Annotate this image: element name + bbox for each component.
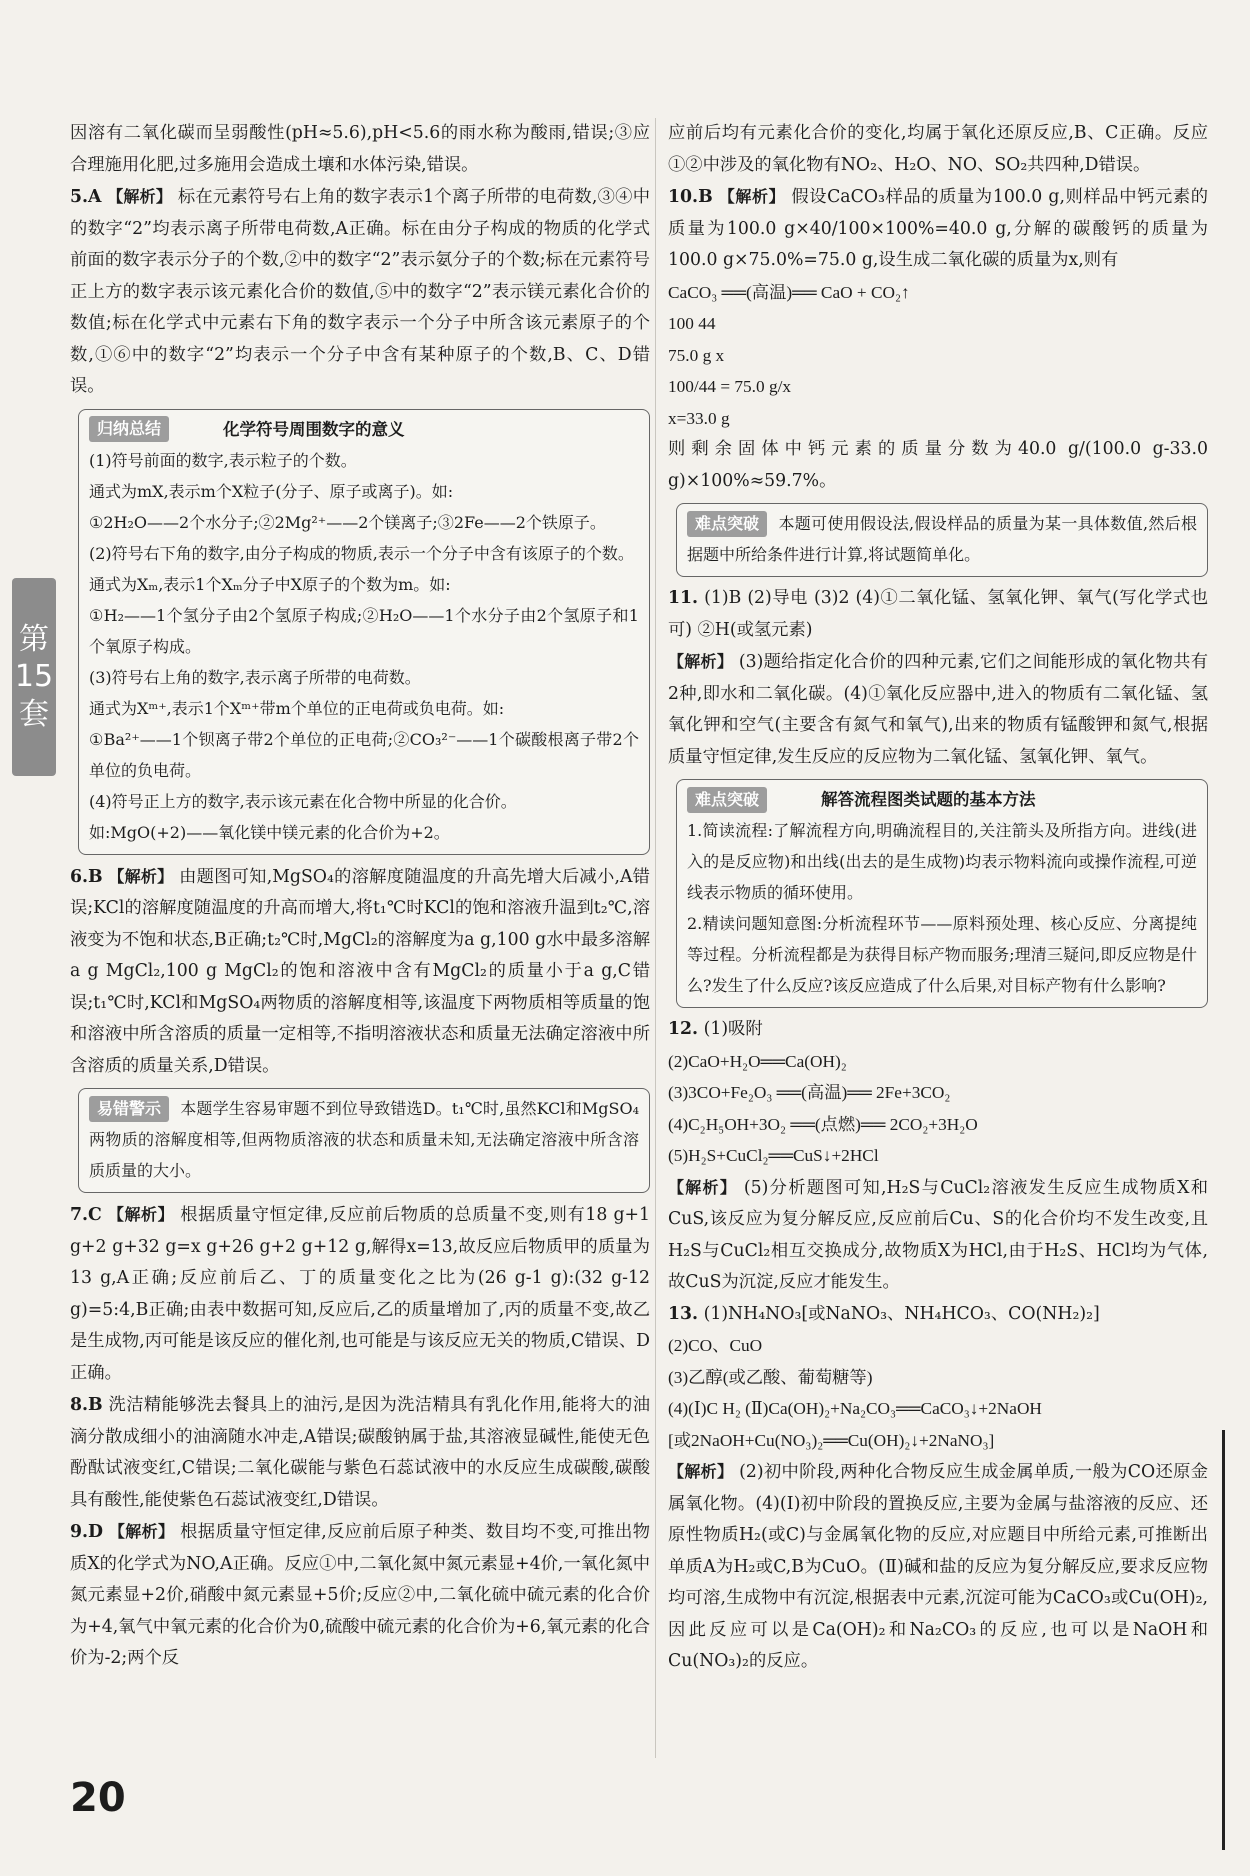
answer-9 xyxy=(70,1516,650,1675)
box-line: 通式为Xᵐ⁺,表示1个Xᵐ⁺带m个单位的正电荷或负电荷。如: xyxy=(89,698,505,718)
question-number: 7.C xyxy=(70,1205,102,1225)
question-number: 12. xyxy=(668,1019,699,1039)
question-number: 9.D xyxy=(70,1522,104,1542)
equation-line: (3)3CO+Fe₂O₃ ══(高温)══ 2Fe+3CO₂ xyxy=(668,1083,951,1102)
equation-line: 100/44 = 75.0 g/x xyxy=(668,377,792,396)
right-intro-paragraph: 应前后均有元素化合价的变化,均属于氧化还原反应,B、C正确。反应①②中涉及的氧化物有NO₂、H₂O、NO、SO₂共四种,D错误。 xyxy=(668,123,1208,175)
box-line: (3)符号右上角的数字,表示离子所带的电荷数。 xyxy=(89,667,421,687)
answer-text: 假设CaCO₃样品的质量为100.0 g,则样品中钙元素的质量为100.0 g×40/100×100%=40.0 g,分解的碳酸钙的质量为100.0 g×75.0%=75.0 g,设生成二氧化碳的质量为x,则有 xyxy=(668,187,1209,270)
answer-5 xyxy=(70,181,650,403)
question-number: 11. xyxy=(668,588,699,608)
analysis-tag: 【解析】 xyxy=(107,187,173,206)
answer-text: 洗洁精能够洗去餐具上的油污,是因为洗洁精具有乳化作用,能将大的油滴分散成细小的油滴随水冲走,A错误;碳酸钠属于盐,其溶液显碱性,能使无色酚酞试液变红,C错误;二氧化碳能与紫色石蕊试液中的水反应生成碳酸,碳酸具有酸性,能使紫色石蕊试液变红,D错误。 xyxy=(70,1395,650,1510)
question-number: 8.B xyxy=(70,1395,103,1415)
answer-8 xyxy=(70,1389,650,1516)
answer-13-analysis xyxy=(668,1456,1208,1678)
box-line: (1)符号前面的数字,表示粒子的个数。 xyxy=(89,450,357,470)
answer-7 xyxy=(70,1199,650,1389)
analysis-tag: 【解析】 xyxy=(718,187,786,206)
analysis-tag: 【解析】 xyxy=(108,1522,175,1541)
answer-short: (1)B (2)导电 (3)2 (4)①二氧化锰、氢氧化钾、氧气(写化学式也可) ②H(或氢元素) xyxy=(668,588,1208,640)
answer-text: 根据质量守恒定律,反应前后物质的总质量不变,则有18 g+1 g+2 g+32 g=x g+26 g+2 g+12 g,解得x=13,故反应后物质甲的质量为13 g,A正确;反应前后乙、丁的质量变化之比为(26 g-1 g):(32 g-12 g)=5:4,B正确;由表中数据可知,反应后,乙的质量增加了,丙的质量不变,故乙是生成物,丙可能是该反应的催化剂,也可能是与该反应无关的物质,C错误、D正确。 xyxy=(70,1205,650,1383)
left-column xyxy=(70,118,650,1675)
answer-text: (5)分析题图可知,H₂S与CuCl₂溶液发生反应生成物质X和CuS,该反应为复分解反应,反应前后Cu、S的化合价均不发生改变,且H₂S与CuCl₂相互交换成分,故物质X为HCl,由于H₂S、HCl均为气体,故CuS为沉淀,反应才能发生。 xyxy=(668,1177,1208,1292)
summary-box xyxy=(78,409,650,855)
box-title: 化学符号周围数字的意义 xyxy=(223,419,405,439)
answer-text: (2)初中阶段,两种化合物反应生成金属单质,一般为CO还原金属氧化物。(4)(Ⅰ)初中阶段的置换反应,主要为金属与盐溶液的反应、还原性物质H₂(或C)与金属氧化物的反应,对应题目中所给元素,可推断出单质A为H₂或C,B为CuO。(Ⅱ)碱和盐的反应为复分解反应,要求反应物均可溶,生成物中有沉淀,根据表中元素,沉淀可能为CaCO₃或Cu(OH)₂,因此反应可以是Ca(OH)₂和Na₂CO₃的反应,也可以是NaOH和Cu(NO₃)₂的反应。 xyxy=(668,1462,1208,1671)
equation-line: [或2NaOH+Cu(NO₃)₂══Cu(OH)₂↓+2NaNO₃] xyxy=(668,1430,995,1450)
answer-10 xyxy=(668,181,1208,277)
answer-10-conclusion: 则剩余固体中钙元素的质量分数为40.0 g/(100.0 g-33.0 g)×100%≈59.7%。 xyxy=(668,439,1208,491)
box-tag: 归纳总结 xyxy=(89,416,169,442)
side-tab-char-1: 第 xyxy=(19,621,49,657)
box-tag: 易错警示 xyxy=(89,1096,169,1122)
box-line: ①2H₂O——2个水分子;②2Mg²⁺——2个镁离子;③2Fe——2个铁原子。 xyxy=(89,512,606,532)
equation-line: CaCO₃ ══(高温)══ CaO + CO₂↑ xyxy=(668,282,910,302)
box-line: 通式为mX,表示m个X粒子(分子、原子或离子)。如: xyxy=(89,481,454,501)
answer-text: (3)题给指定化合价的四种元素,它们之间能形成的氧化物共有2种,即水和二氧化碳。(4)①氧化反应器中,进入的物质有二氧化锰、氢氧化钾和空气(主要含有氮气和氧气),出来的物质有锰酸钾和氮气,根据质量守恒定律,发生反应的反应物为二氧化锰、氢氧化钾、氧气。 xyxy=(668,652,1208,767)
box-line: (2)符号右下角的数字,由分子构成的物质,表示一个分子中含有该原子的个数。 xyxy=(89,543,634,563)
answer-12 xyxy=(668,1014,1208,1046)
equation-line: (5)H₂S+CuCl₂══CuS↓+2HCl xyxy=(668,1146,879,1165)
question-number: 10.B xyxy=(668,187,713,207)
answer-text: 标在元素符号右上角的数字表示1个离子所带的电荷数,③④中的数字“2”均表示离子所带电荷数,A正确。标在由分子构成的物质的化学式前面的数字表示分子的个数,②中的数字“2”表示氨分子的个数;标在元素符号正上方的数字表示该元素化合价的数值,⑤中的数字“2”表示镁元素化合价的数值;标在化学式中元素右下角的数字表示一个分子中所含该元素原子的个数,①⑥中的数字“2”均表示一个分子中含有某种原子的个数,B、C、D错误。 xyxy=(70,187,650,396)
answer-line: (1)吸附 xyxy=(703,1019,763,1039)
answer-11-analysis xyxy=(668,646,1208,773)
box-line: ①H₂——1个氢分子由2个氢原子构成;②H₂O——1个水分子由2个氢原子和1个氧原子构成。 xyxy=(89,605,639,656)
warning-box-content xyxy=(89,1093,639,1186)
warning-box xyxy=(78,1088,650,1193)
box-line: 如:MgO(+2)——氧化镁中镁元素的化合价为+2。 xyxy=(89,822,450,842)
box-line: ①Ba²⁺——1个钡离子带2个单位的正电荷;②CO₃²⁻——1个碳酸根离子带2个单位的负电荷。 xyxy=(89,729,639,780)
box-header xyxy=(89,414,639,445)
left-intro-paragraph: 因溶有二氧化碳而呈弱酸性(pH≈5.6),pH<5.6的雨水称为酸雨,错误;③应合理施用化肥,过多施用会造成土壤和水体污染,错误。 xyxy=(70,123,650,175)
box-header xyxy=(687,784,1197,815)
box-title: 解答流程图类试题的基本方法 xyxy=(821,790,1036,809)
box-line: 2.精读问题知意图:分析流程环节——原料预处理、核心反应、分离提纯等过程。分析流程都是为获得目标产物而服务;理清三疑问,即反应物是什么?发生了什么反应?该反应造成了什么后果,对目标产物有什么影响? xyxy=(687,914,1197,995)
equation-line: (4)(Ⅰ)C H₂ (Ⅱ)Ca(OH)₂+Na₂CO₃══CaCO₃↓+2NaOH xyxy=(668,1399,1042,1418)
answer-line: (3)乙醇(或乙酸、葡萄糖等) xyxy=(668,1367,873,1387)
page-edge-bar xyxy=(1222,1430,1225,1850)
answer-text: 根据质量守恒定律,反应前后原子种类、数目均不变,可推出物质X的化学式为NO,A正确。反应①中,二氧化氮中氮元素显+4价,一氧化氮中氮元素显+2价,硝酸中氮元素显+5价;反应②中,二氧化硫中硫元素的化合价为+4,氧气中氧元素的化合价为0,硫酸中硫元素的化合价为+6,氧元素的化合价为-2;两个反 xyxy=(70,1522,650,1668)
answer-13 xyxy=(668,1299,1208,1331)
answer-12-analysis xyxy=(668,1172,1208,1299)
box-line: 1.简读流程:了解流程方向,明确流程目的,关注箭头及所指方向。进线(进入的是反应物)和出线(出去的是生成物)均表示物料流向或操作流程,可逆线表示物质的循环使用。 xyxy=(687,821,1197,902)
side-tab-char-2: 15 xyxy=(14,659,54,695)
box-line: 通式为Xₘ,表示1个Xₘ分子中X原子的个数为m。如: xyxy=(89,574,451,594)
right-column xyxy=(668,118,1208,1678)
equation-line: (2)CaO+H₂O══Ca(OH)₂ xyxy=(668,1051,847,1071)
question-number: 5.A xyxy=(70,187,102,207)
difficulty-box xyxy=(676,503,1208,577)
equation-line: 75.0 g x xyxy=(668,345,725,365)
analysis-tag: 【解析】 xyxy=(108,866,174,886)
box-text: 本题可使用假设法,假设样品的质量为某一具体数值,然后根据题中所给条件进行计算,将试题简单化。 xyxy=(687,514,1197,564)
box-tag: 难点突破 xyxy=(687,511,767,537)
analysis-tag: 【解析】 xyxy=(668,1462,734,1481)
box-line: (4)符号正上方的数字,表示该元素在化合物中所显的化合价。 xyxy=(89,791,517,811)
analysis-tag: 【解析】 xyxy=(668,652,734,671)
equation-line: x=33.0 g xyxy=(668,408,730,428)
analysis-tag: 【解析】 xyxy=(107,1205,175,1224)
method-box xyxy=(676,779,1208,1008)
answer-line: (1)NH₄NO₃[或NaNO₃、NH₄HCO₃、CO(NH₂)₂] xyxy=(703,1303,1100,1324)
answer-6 xyxy=(70,861,650,1083)
box-text: 本题学生容易审题不到位导致错选D。t₁℃时,虽然KCl和MgSO₄两物质的溶解度相等,但两物质溶液的状态和质量未知,无法确定溶液中所含溶质质量的大小。 xyxy=(89,1099,639,1180)
set-number-tab xyxy=(12,578,56,776)
box-tag: 难点突破 xyxy=(687,787,767,813)
question-number: 6.B xyxy=(70,866,103,887)
question-number: 13. xyxy=(668,1303,699,1324)
analysis-tag: 【解析】 xyxy=(668,1177,738,1197)
equation-line: (4)C₂H₅OH+3O₂ ══(点燃)══ 2CO₂+3H₂O xyxy=(668,1114,978,1134)
answer-text: 由题图可知,MgSO₄的溶解度随温度的升高先增大后减小,A错误;KCl的溶解度随温度的升高而增大,将t₁℃时KCl的饱和溶液升温到t₂℃,溶液变为不饱和状态,B正确;t₂℃时,MgCl₂的溶解度为a g,100 g水中最多溶解a g MgCl₂,100 g MgCl₂的饱和溶液中含有MgCl₂的质量小于a g,C错误;t₁℃时,KCl和MgSO₄两物质的溶解度相等,该温度下两物质相等质量的饱和溶液中所含溶质的质量一定相等,不指明溶液状态和质量无法确定溶液中所含溶质的质量关系,D错误。 xyxy=(70,866,650,1076)
column-divider xyxy=(655,118,656,1758)
difficulty-box-content xyxy=(687,508,1197,570)
answer-line: (2)CO、CuO xyxy=(668,1336,763,1355)
side-tab-char-3: 套 xyxy=(19,696,49,732)
answer-11 xyxy=(668,583,1208,646)
equation-line: 100 44 xyxy=(668,314,716,333)
page-number: 20 xyxy=(70,1775,126,1821)
